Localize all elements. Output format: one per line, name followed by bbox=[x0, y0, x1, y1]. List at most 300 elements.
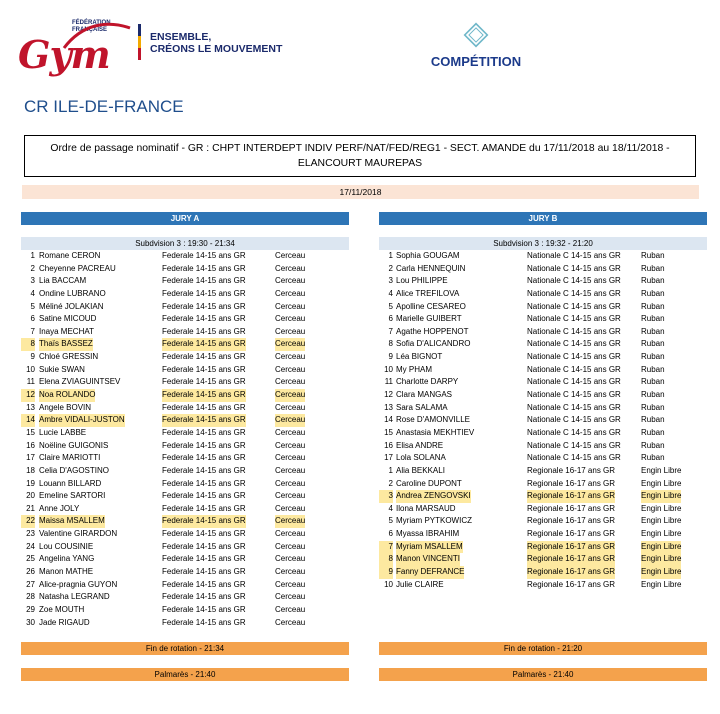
table-row bbox=[21, 452, 349, 465]
rank-number: 9 bbox=[379, 566, 393, 579]
gymnast-name: Lou PHILIPPE bbox=[396, 276, 448, 286]
apparatus: Cerceau bbox=[275, 453, 306, 463]
table-row bbox=[379, 326, 707, 339]
table-row bbox=[379, 478, 707, 491]
category: Federale 14-15 ans GR bbox=[162, 338, 246, 351]
apparatus: Cerceau bbox=[275, 364, 306, 374]
table-row bbox=[379, 515, 707, 528]
apparatus: Cerceau bbox=[275, 529, 306, 539]
category: Regionale 16-17 ans GR bbox=[527, 541, 615, 554]
gymnast-name: Marielle GUIBERT bbox=[396, 314, 462, 324]
rank-number: 15 bbox=[384, 427, 393, 437]
category: Federale 14-15 ans GR bbox=[162, 554, 246, 564]
apparatus: Ruban bbox=[641, 364, 665, 374]
category: Federale 14-15 ans GR bbox=[162, 263, 246, 273]
gymnast-name: Clara MANGAS bbox=[396, 390, 453, 400]
gymnast-name: Rose D'AMONVILLE bbox=[396, 415, 470, 425]
table-row bbox=[21, 528, 349, 541]
apparatus: Cerceau bbox=[275, 592, 306, 602]
category: Federale 14-15 ans GR bbox=[162, 453, 246, 463]
rank-number: 4 bbox=[388, 288, 393, 298]
rank-number: 13 bbox=[26, 402, 35, 412]
category: Nationale C 14-15 ans GR bbox=[527, 390, 621, 400]
category: Federale 14-15 ans GR bbox=[162, 491, 246, 501]
apparatus: Engin Libre bbox=[641, 503, 682, 513]
table-row bbox=[379, 452, 707, 465]
category: Federale 14-15 ans GR bbox=[162, 414, 246, 427]
rank-number: 7 bbox=[388, 326, 393, 336]
category: Federale 14-15 ans GR bbox=[162, 326, 246, 336]
gymnast-name: Agathe HOPPENOT bbox=[396, 326, 469, 336]
category: Regionale 16-17 ans GR bbox=[527, 553, 615, 566]
rank-number: 5 bbox=[388, 301, 393, 311]
gymnast-name: Sofia D'ALICANDRO bbox=[396, 339, 471, 349]
category: Regionale 16-17 ans GR bbox=[527, 465, 616, 475]
table-row bbox=[21, 402, 349, 415]
rank-number: 6 bbox=[388, 314, 393, 324]
table-row bbox=[21, 288, 349, 301]
region-title: CR ILE-DE-FRANCE bbox=[24, 97, 184, 116]
category: Federale 14-15 ans GR bbox=[162, 276, 246, 286]
jury-b-palmares: Palmarès - 21:40 bbox=[379, 668, 707, 681]
gymnast-name: My PHAM bbox=[396, 364, 432, 374]
category: Federale 14-15 ans GR bbox=[162, 352, 246, 362]
table-row bbox=[21, 263, 349, 276]
gymnast-name: Inaya MECHAT bbox=[39, 326, 94, 336]
rank-number: 17 bbox=[384, 453, 393, 463]
apparatus: Cerceau bbox=[275, 617, 306, 627]
table-row bbox=[21, 566, 349, 579]
apparatus: Ruban bbox=[641, 390, 665, 400]
apparatus: Cerceau bbox=[275, 326, 306, 336]
gymnast-name: Myassa IBRAHIM bbox=[396, 529, 460, 539]
rank-number: 7 bbox=[30, 326, 35, 336]
category: Federale 14-15 ans GR bbox=[162, 529, 246, 539]
rank-number: 22 bbox=[21, 515, 35, 528]
table-row bbox=[21, 465, 349, 478]
gymnast-name: Carla HENNEQUIN bbox=[396, 263, 466, 273]
table-row bbox=[21, 515, 349, 528]
apparatus: Cerceau bbox=[275, 427, 306, 437]
gymnast-name: Méliné JOLAKIAN bbox=[39, 301, 104, 311]
table-row bbox=[379, 541, 707, 554]
table-row bbox=[21, 604, 349, 617]
category: Federale 14-15 ans GR bbox=[162, 377, 246, 387]
apparatus: Cerceau bbox=[275, 465, 306, 475]
apparatus: Ruban bbox=[641, 453, 665, 463]
table-row bbox=[21, 351, 349, 364]
table-row bbox=[379, 566, 707, 579]
gymnast-name: Julie CLAIRE bbox=[396, 579, 444, 589]
rank-number: 2 bbox=[388, 263, 393, 273]
category: Federale 14-15 ans GR bbox=[162, 515, 246, 528]
category: Nationale C 14-15 ans GR bbox=[527, 402, 621, 412]
category: Federale 14-15 ans GR bbox=[162, 478, 246, 488]
gymnast-name: Myriam MSALLEM bbox=[396, 541, 463, 554]
apparatus: Ruban bbox=[641, 276, 665, 286]
table-row bbox=[379, 338, 707, 351]
rank-number: 6 bbox=[30, 314, 35, 324]
apparatus: Cerceau bbox=[275, 414, 305, 427]
apparatus: Cerceau bbox=[275, 541, 306, 551]
table-row bbox=[379, 275, 707, 288]
gymnast-name: Lucie LABBE bbox=[39, 427, 87, 437]
category: Nationale C 14-15 ans GR bbox=[527, 440, 621, 450]
apparatus: Engin Libre bbox=[641, 465, 682, 475]
table-row bbox=[21, 313, 349, 326]
table-row bbox=[379, 427, 707, 440]
gymnast-name: Celia D'AGOSTINO bbox=[39, 465, 109, 475]
gymnast-name: Fanny DEFRANCE bbox=[396, 566, 464, 579]
apparatus: Engin Libre bbox=[641, 566, 681, 579]
rank-number: 28 bbox=[26, 592, 35, 602]
rank-number: 12 bbox=[384, 390, 393, 400]
gymnast-name: Ambre VIDALI-JUSTON bbox=[39, 414, 125, 427]
rank-number: 11 bbox=[384, 377, 393, 387]
table-row bbox=[21, 503, 349, 516]
slogan-line-1: ENSEMBLE, bbox=[150, 31, 212, 43]
event-title-line-1: Ordre de passage nominatif - GR : CHPT INTERDEPT INDIV PERF/NAT/FED/REG1 - SECT. AMANDE du 17/11/2018 au 18/11/2018 - bbox=[50, 143, 670, 154]
table-row bbox=[21, 414, 349, 427]
table-row bbox=[379, 402, 707, 415]
apparatus: Ruban bbox=[641, 377, 665, 387]
apparatus: Engin Libre bbox=[641, 478, 682, 488]
rank-number: 20 bbox=[26, 491, 35, 501]
rank-number: 14 bbox=[21, 414, 35, 427]
apparatus: Cerceau bbox=[275, 352, 306, 362]
jury-a-list bbox=[21, 250, 349, 629]
rank-number: 27 bbox=[26, 579, 35, 589]
table-row bbox=[379, 250, 707, 263]
gymnast-name: Angelina YANG bbox=[39, 554, 95, 564]
category: Nationale C 14-15 ans GR bbox=[527, 427, 621, 437]
gymnast-name: Valentine GIRARDON bbox=[39, 529, 118, 539]
apparatus: Engin Libre bbox=[641, 541, 681, 554]
gymnast-name: Romane CERON bbox=[39, 251, 101, 260]
rank-number: 3 bbox=[379, 490, 393, 503]
table-row bbox=[379, 414, 707, 427]
gymnast-name: Alice TREFILOVA bbox=[396, 288, 460, 298]
gymnast-name: Léa BIGNOT bbox=[396, 352, 443, 362]
gymnast-name: Satine MICOUD bbox=[39, 314, 97, 324]
table-row bbox=[21, 389, 349, 402]
category: Regionale 16-17 ans GR bbox=[527, 478, 616, 488]
table-row bbox=[21, 541, 349, 554]
table-row bbox=[379, 528, 707, 541]
table-row bbox=[379, 376, 707, 389]
rank-number: 2 bbox=[30, 263, 35, 273]
apparatus: Engin Libre bbox=[641, 553, 681, 566]
apparatus: Cerceau bbox=[275, 288, 306, 298]
gymnast-name: Angele BOVIN bbox=[39, 402, 92, 412]
gymnast-name: Lou COUSINIE bbox=[39, 541, 94, 551]
table-row bbox=[379, 301, 707, 314]
gymnast-name: Elena ZVIAGUINTSEV bbox=[39, 377, 121, 387]
apparatus: Ruban bbox=[641, 301, 665, 311]
apparatus: Cerceau bbox=[275, 301, 306, 311]
jury-a-subdivision: Subdvision 3 : 19:30 - 21:34 bbox=[21, 237, 349, 250]
table-row bbox=[379, 364, 707, 377]
rank-number: 29 bbox=[26, 604, 35, 614]
rank-number: 7 bbox=[379, 541, 393, 554]
apparatus: Cerceau bbox=[275, 440, 306, 450]
event-title-box bbox=[24, 135, 696, 177]
gymnast-name: Sara SALAMA bbox=[396, 402, 448, 412]
gymnast-name: Manon MATHE bbox=[39, 567, 94, 577]
gymnast-name: Maissa MSALLEM bbox=[39, 515, 105, 528]
gymnast-name: Jade RIGAUD bbox=[39, 617, 90, 627]
rank-number: 25 bbox=[26, 554, 35, 564]
gymnast-name: Noa ROLANDO bbox=[39, 389, 95, 402]
table-row bbox=[379, 263, 707, 276]
rank-number: 1 bbox=[388, 251, 393, 260]
gymnast-name: Sukie SWAN bbox=[39, 364, 85, 374]
rank-number: 13 bbox=[384, 402, 393, 412]
table-row bbox=[21, 440, 349, 453]
category: Federale 14-15 ans GR bbox=[162, 541, 246, 551]
ffgym-logo bbox=[18, 18, 138, 77]
rank-number: 9 bbox=[30, 352, 35, 362]
category: Federale 14-15 ans GR bbox=[162, 579, 246, 589]
rank-number: 16 bbox=[384, 440, 393, 450]
logo-stripes bbox=[138, 24, 141, 60]
gymnast-name: Alice-pragnia GUYON bbox=[39, 579, 118, 589]
rank-number: 5 bbox=[30, 301, 35, 311]
gymnast-name: Alia BEKKALI bbox=[396, 465, 445, 475]
apparatus: Cerceau bbox=[275, 554, 306, 564]
table-row bbox=[21, 376, 349, 389]
category: Federale 14-15 ans GR bbox=[162, 251, 246, 260]
rank-number: 8 bbox=[388, 339, 393, 349]
category: Federale 14-15 ans GR bbox=[162, 503, 246, 513]
apparatus: Ruban bbox=[641, 326, 665, 336]
table-row bbox=[379, 440, 707, 453]
category: Federale 14-15 ans GR bbox=[162, 604, 246, 614]
table-row bbox=[21, 591, 349, 604]
apparatus: Cerceau bbox=[275, 402, 306, 412]
category: Federale 14-15 ans GR bbox=[162, 440, 246, 450]
rank-number: 11 bbox=[26, 377, 35, 387]
category: Federale 14-15 ans GR bbox=[162, 465, 246, 475]
jury-b-column bbox=[379, 212, 707, 591]
rank-number: 4 bbox=[388, 503, 393, 513]
table-row bbox=[21, 427, 349, 440]
gymnast-name: Manon VINCENTI bbox=[396, 553, 460, 566]
apparatus: Ruban bbox=[641, 352, 665, 362]
apparatus: Cerceau bbox=[275, 604, 306, 614]
jury-b-subdivision: Subdvision 3 : 19:32 - 21:20 bbox=[379, 237, 707, 250]
page-header bbox=[0, 0, 720, 90]
apparatus: Ruban bbox=[641, 263, 665, 273]
category: Federale 14-15 ans GR bbox=[162, 314, 246, 324]
gymnast-name: Ondine LUBRANO bbox=[39, 288, 106, 298]
jury-b-list bbox=[379, 250, 707, 591]
gymnast-name: Andrea ZENGOVSKI bbox=[396, 490, 471, 503]
gymnast-name: Charlotte DARPY bbox=[396, 377, 459, 387]
gymnast-name: Claire MARIOTTI bbox=[39, 453, 101, 463]
apparatus: Cerceau bbox=[275, 338, 305, 351]
apparatus: Cerceau bbox=[275, 515, 305, 528]
apparatus: Ruban bbox=[641, 402, 665, 412]
category: Regionale 16-17 ans GR bbox=[527, 529, 616, 539]
apparatus: Ruban bbox=[641, 339, 665, 349]
category: Nationale C 14-15 ans GR bbox=[527, 352, 621, 362]
rank-number: 12 bbox=[21, 389, 35, 402]
category: Regionale 16-17 ans GR bbox=[527, 516, 616, 526]
table-row bbox=[21, 338, 349, 351]
apparatus: Engin Libre bbox=[641, 490, 681, 503]
gymnast-name: Zoe MOUTH bbox=[39, 604, 85, 614]
rank-number: 3 bbox=[30, 276, 35, 286]
table-row bbox=[21, 364, 349, 377]
category: Nationale C 14-15 ans GR bbox=[527, 263, 621, 273]
logo-swoosh-icon bbox=[62, 22, 132, 52]
apparatus: Ruban bbox=[641, 288, 665, 298]
slogan-line-2: CRÉONS LE MOUVEMENT bbox=[150, 43, 283, 55]
gymnast-name: Ilona MARSAUD bbox=[396, 503, 456, 513]
category: Regionale 16-17 ans GR bbox=[527, 579, 616, 589]
gymnast-name: Thaïs BASSEZ bbox=[39, 338, 93, 351]
category: Regionale 16-17 ans GR bbox=[527, 503, 616, 513]
apparatus: Ruban bbox=[641, 427, 665, 437]
apparatus: Cerceau bbox=[275, 251, 306, 260]
rank-number: 30 bbox=[26, 617, 35, 627]
apparatus: Ruban bbox=[641, 415, 665, 425]
rank-number: 21 bbox=[26, 503, 35, 513]
category: Nationale C 14-15 ans GR bbox=[527, 339, 621, 349]
table-row bbox=[21, 490, 349, 503]
logo-gym-text: Gym bbox=[18, 32, 110, 77]
gymnast-name: Elisa ANDRE bbox=[396, 440, 444, 450]
jury-a-fin-rotation: Fin de rotation - 21:34 bbox=[21, 642, 349, 655]
rank-number: 4 bbox=[30, 288, 35, 298]
table-row bbox=[21, 553, 349, 566]
apparatus: Cerceau bbox=[275, 503, 306, 513]
apparatus: Cerceau bbox=[275, 567, 306, 577]
jury-b-fin-rotation: Fin de rotation - 21:20 bbox=[379, 642, 707, 655]
rank-number: 26 bbox=[26, 567, 35, 577]
table-row bbox=[379, 503, 707, 516]
event-title-line-2: ELANCOURT MAUREPAS bbox=[297, 158, 423, 169]
category: Nationale C 14-15 ans GR bbox=[527, 251, 621, 260]
category: Nationale C 14-15 ans GR bbox=[527, 326, 621, 336]
category: Nationale C 14-15 ans GR bbox=[527, 364, 621, 374]
slogan bbox=[150, 31, 282, 55]
rank-number: 17 bbox=[26, 453, 35, 463]
table-row bbox=[21, 326, 349, 339]
rank-number: 15 bbox=[26, 427, 35, 437]
category: Nationale C 14-15 ans GR bbox=[527, 377, 621, 387]
gymnast-name: Lola SOLANA bbox=[396, 453, 446, 463]
table-row bbox=[379, 465, 707, 478]
category: Federale 14-15 ans GR bbox=[162, 288, 246, 298]
apparatus: Ruban bbox=[641, 251, 665, 260]
rank-number: 14 bbox=[384, 415, 393, 425]
apparatus: Engin Libre bbox=[641, 516, 682, 526]
gymnast-name: Anne JOLY bbox=[39, 503, 80, 513]
apparatus: Cerceau bbox=[275, 491, 306, 501]
rank-number: 8 bbox=[21, 338, 35, 351]
jury-a-header: JURY A bbox=[21, 212, 349, 225]
gymnast-name: Cheyenne PACREAU bbox=[39, 263, 116, 273]
rank-number: 2 bbox=[388, 478, 393, 488]
rank-number: 5 bbox=[388, 516, 393, 526]
table-row bbox=[21, 275, 349, 288]
gymnast-name: Sophia GOUGAM bbox=[396, 251, 460, 260]
gymnast-name: Natasha LEGRAND bbox=[39, 592, 110, 602]
gymnast-name: Noëline GUIGONIS bbox=[39, 440, 109, 450]
rank-number: 3 bbox=[388, 276, 393, 286]
gymnast-name: Apolline CESAREO bbox=[396, 301, 466, 311]
table-row bbox=[379, 553, 707, 566]
gymnast-name: Louann BILLARD bbox=[39, 478, 102, 488]
table-row bbox=[21, 250, 349, 263]
rank-number: 1 bbox=[30, 251, 35, 260]
rank-number: 10 bbox=[384, 579, 393, 589]
gymnast-name: Chloé GRESSIN bbox=[39, 352, 99, 362]
table-row bbox=[21, 478, 349, 491]
apparatus: Ruban bbox=[641, 440, 665, 450]
rank-number: 9 bbox=[388, 352, 393, 362]
gymnast-name: Anastasia MEKHTIEV bbox=[396, 427, 475, 437]
apparatus: Cerceau bbox=[275, 314, 306, 324]
competition-badge-icon bbox=[463, 22, 489, 48]
category: Regionale 16-17 ans GR bbox=[527, 490, 615, 503]
rank-number: 6 bbox=[388, 529, 393, 539]
table-row bbox=[379, 389, 707, 402]
table-row bbox=[379, 288, 707, 301]
apparatus: Cerceau bbox=[275, 478, 306, 488]
table-row bbox=[21, 617, 349, 630]
category: Federale 14-15 ans GR bbox=[162, 427, 246, 437]
category: Federale 14-15 ans GR bbox=[162, 389, 246, 402]
gymnast-name: Myriam PYTKOWICZ bbox=[396, 516, 472, 526]
table-row bbox=[379, 579, 707, 592]
category: Federale 14-15 ans GR bbox=[162, 567, 246, 577]
rank-number: 10 bbox=[384, 364, 393, 374]
apparatus: Cerceau bbox=[275, 263, 306, 273]
category: Federale 14-15 ans GR bbox=[162, 301, 246, 311]
apparatus: Ruban bbox=[641, 314, 665, 324]
jury-a-column bbox=[21, 212, 349, 629]
apparatus: Engin Libre bbox=[641, 529, 682, 539]
rank-number: 8 bbox=[379, 553, 393, 566]
table-row bbox=[379, 490, 707, 503]
apparatus: Cerceau bbox=[275, 377, 306, 387]
gymnast-name: Emeline SARTORI bbox=[39, 491, 106, 501]
category: Regionale 16-17 ans GR bbox=[527, 566, 615, 579]
jury-a-palmares: Palmarès - 21:40 bbox=[21, 668, 349, 681]
jury-b-header: JURY B bbox=[379, 212, 707, 225]
rank-number: 23 bbox=[26, 529, 35, 539]
category: Federale 14-15 ans GR bbox=[162, 364, 246, 374]
rank-number: 19 bbox=[26, 478, 35, 488]
competition-text: COMPÉTITION bbox=[430, 54, 522, 69]
category: Nationale C 14-15 ans GR bbox=[527, 415, 621, 425]
category: Federale 14-15 ans GR bbox=[162, 617, 246, 627]
rank-number: 1 bbox=[388, 465, 393, 475]
apparatus: Cerceau bbox=[275, 389, 305, 402]
category: Federale 14-15 ans GR bbox=[162, 402, 246, 412]
category: Nationale C 14-15 ans GR bbox=[527, 453, 621, 463]
apparatus: Cerceau bbox=[275, 579, 306, 589]
category: Nationale C 14-15 ans GR bbox=[527, 276, 621, 286]
rank-number: 10 bbox=[26, 364, 35, 374]
gymnast-name: Lia BACCAM bbox=[39, 276, 87, 286]
category: Nationale C 14-15 ans GR bbox=[527, 314, 621, 324]
gymnast-name: Caroline DUPONT bbox=[396, 478, 462, 488]
apparatus: Engin Libre bbox=[641, 579, 682, 589]
